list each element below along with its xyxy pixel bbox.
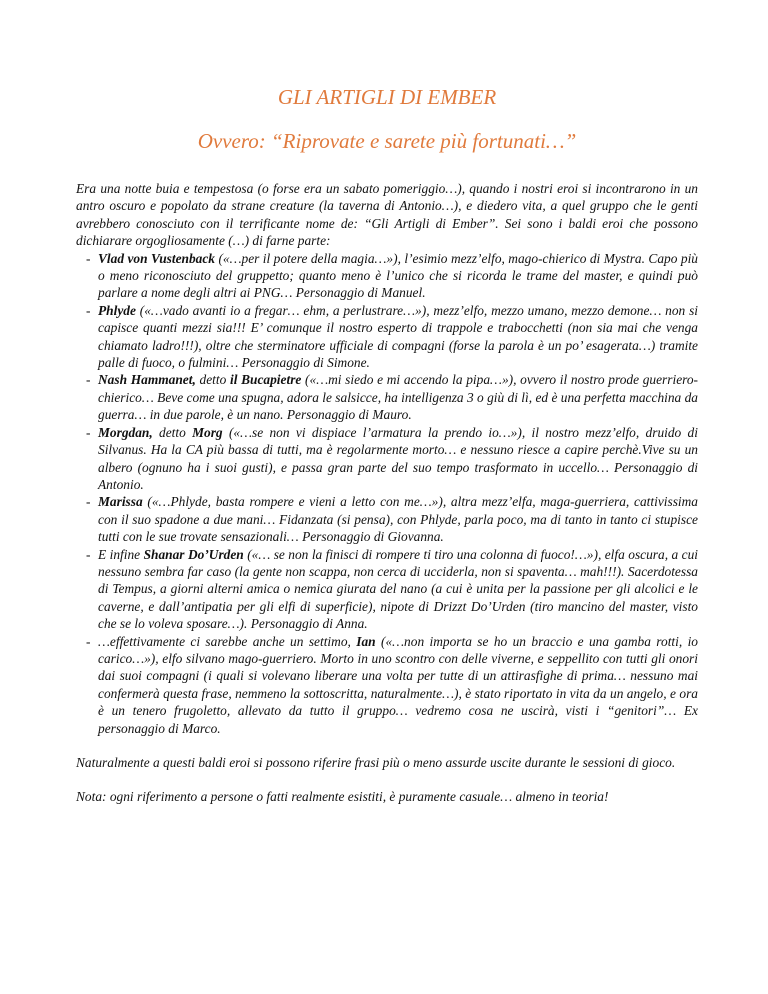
character-prefix: …effettivamente ci sarebbe anche un settimo, (98, 633, 357, 649)
list-bullet: - (86, 372, 91, 388)
list-bullet: - (86, 494, 91, 510)
document-body (76, 180, 698, 806)
character-name: Marissa (98, 494, 143, 510)
list-item (76, 424, 698, 494)
character-alias: il Bucapietre (229, 372, 302, 388)
character-description: («… se non la finisci di rompere ti tiro una colonna di fuoco!…»), elfa oscura, a cui nessuno sembra far caso (la gente non scappa, non cerca di ucciderla, non si spaventa… mah!!!). Sacerdotessa di Tempus, a giorni alterni amica o nemica giurata del nano (a cui è unita per la passione per gli alcolici e le caverne, e dall’antipatia per gli elfi di superficie), nipote di Drizzt Do’Urden (tiro mancino del master, visto che se lo voleva sposare…). Personaggio di Anna. (98, 546, 698, 632)
character-description: («…se non vi dispiace l’armatura la prendo io…»), il nostro mezz’elfo, druido di Silvanus. Ha la CA più bassa di tutti, ma è regolarmente morto… e nessuno riesce a capire perchè.Vive su un albero (ognuno ha i suoi gusti), e passa gran parte del suo tempo trasformato in uccello… Personaggio di Antonio. (98, 424, 698, 492)
character-list (76, 250, 698, 737)
document-title: GLI ARTIGLI DI EMBER (277, 85, 497, 109)
character-name: Ian (356, 633, 376, 649)
disclaimer-note: Nota: ogni riferimento a persone o fatti realmente esistiti, è puramente casuale… almeno in teoria! (76, 789, 609, 805)
list-item (76, 633, 698, 737)
character-name: Nash Hammanet, (98, 372, 196, 388)
character-name: Vlad von Vustenback (98, 250, 215, 266)
character-description: («…vado avanti io a fregar… ehm, a perlustrare…»), mezz’elfo, mezzo umano, mezzo demone… non si capisce quanti mezzi sia!!! E’ comunque il nostro esperto di trappole e trabocchetti (non sia mai che venga chiamato ladro!!!), oltre che sterminatore ufficiale di compagni (forse la parola è un po’ esagerata…) tramite palle di fuoco, o fulmini… Personaggio di Simone. (98, 302, 698, 371)
list-item (76, 302, 698, 372)
character-name: Phlyde (98, 302, 136, 318)
character-name: Shanar Do’Urden (143, 546, 244, 562)
list-bullet: - (86, 250, 91, 266)
character-connector: detto (152, 424, 193, 440)
character-prefix: E infine (98, 546, 144, 562)
list-item (76, 371, 698, 423)
list-bullet: - (86, 633, 91, 649)
character-description: («…per il potere della magia…»), l’esimio mezz’elfo, mago-chierico di Mystra. Capo più o meno riconosciuto del gruppetto; quanto meno è l’unico che si ricorda le trame del master, e quindi può parlare a nome degli altri ai PNG… Personaggio di Manuel. (98, 250, 698, 301)
intro-paragraph: Era una notte buia e tempestosa (o forse era un sabato pomeriggio…), quando i nostri eroi si incontrarono in un antro oscuro e popolato da strane creature (la taverna di Antonio…), e diedero vita, a quel gruppo che le genti avrebbero conosciuto con il terrificante nome de: “Gli Artigli di Ember”. Sei sono i baldi eroi che possono dichiarare orgogliosamente (…) di farne parte: (76, 181, 698, 249)
character-description: («…mi siedo e mi accendo la pipa…»), ovvero il nostro prode guerriero-chierico… Beve come una spugna, adora le salsicce, ha intelligenza 3 o giù di lì, ed è una perfetta macchina da guerra… in due parole, è un nano. Personaggio di Mauro. (98, 372, 699, 423)
list-bullet: - (86, 546, 91, 562)
list-item (76, 546, 698, 633)
character-description: («…Phlyde, basta rompere e vieni a letto con me…»), altra mezz’elfa, maga-guerriera, cattivissima con il suo spadone a due mani… Fidanzata (si pensa), con Phlyde, parla poco, ma di tanto in tanto ci stupisce tutti con le sue trovate sensazionali… Personaggio di Giovanna. (98, 494, 698, 545)
list-bullet: - (86, 302, 91, 318)
character-name: Morgdan, (98, 424, 153, 440)
character-connector: detto (195, 372, 230, 388)
closing-paragraph: Naturalmente a questi baldi eroi si possono riferire frasi più o meno assurde uscite durante le sessioni di gioco. (76, 755, 676, 770)
list-item (76, 250, 698, 302)
list-bullet: - (86, 424, 91, 440)
list-item (76, 493, 698, 545)
character-alias: Morg (192, 424, 223, 440)
document-subtitle: Ovvero: “Riprovate e sarete più fortunati…” (197, 129, 577, 153)
character-description: («…non importa se ho un braccio e una gamba rotti, io carico…»), elfo silvano mago-guerriero. Morto in uno scontro con delle viverne, e seppellito con tutti gli onori dai suoi compagni (i quali si volevano liberare una volta per tutte di un attirasfighe di prima… nessuno mai confermerà questa frase, nemmeno la sottoscritta, naturalmente…), è stato riportato in vita da un angelo, e ora è un tenero frugoletto, allevato da tutto il gruppo… vedremo cosa ne uscirà, visti i “genitori”… Ex personaggio di Marco. (98, 633, 698, 736)
